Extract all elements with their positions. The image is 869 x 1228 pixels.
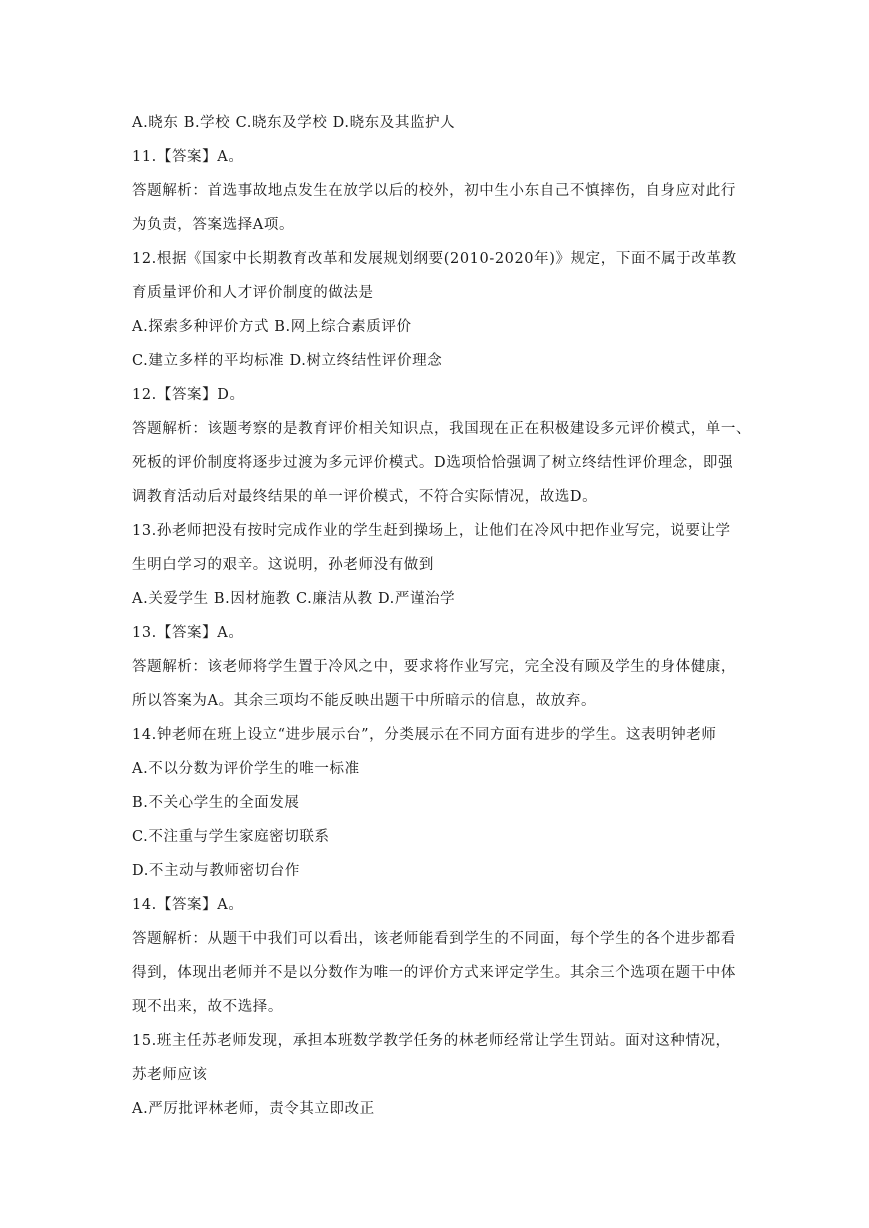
q14-answer: 14.【答案】A。 xyxy=(132,897,244,913)
q12-question-line-2: 育质量评价和人才评价制度的做法是 xyxy=(132,285,374,301)
q14-explanation-line-1: 答题解析：从题干中我们可以看出，该老师能看到学生的不同面，每个学生的各个进步都看 xyxy=(132,931,736,947)
q13-question-line-1: 13.孙老师把没有按时完成作业的学生赶到操场上，让他们在冷风中把作业写完，说要让学 xyxy=(132,523,731,539)
q14-option-c: C.不注重与学生家庭密切联系 xyxy=(132,829,330,845)
q15-question-line-2: 苏老师应该 xyxy=(132,1067,208,1083)
q11-explanation-line-2: 为负责，答案选择A项。 xyxy=(132,217,295,233)
q12-answer: 12.【答案】D。 xyxy=(132,387,245,403)
q14-explanation-line-2: 得到，体现出老师并不是以分数作为唯一的评价方式来评定学生。其余三个选项在题干中体 xyxy=(132,965,736,981)
q11-answer: 11.【答案】A。 xyxy=(132,149,244,165)
q12-options-ab: A.探索多种评价方式 B.网上综合素质评价 xyxy=(132,319,412,335)
q12-explanation-line-2: 死板的评价制度将逐步过渡为多元评价模式。D选项恰恰强调了树立终结性评价理念，即强 xyxy=(132,455,734,471)
q12-options-cd: C.建立多样的平均标准 D.树立终结性评价理念 xyxy=(132,353,443,369)
q12-question-line-1: 12.根据《国家中长期教育改革和发展规划纲要(2010-2020年)》规定，下面不属于改革教 xyxy=(132,251,737,267)
q13-options: A.关爱学生 B.因材施教 C.廉洁从教 D.严谨治学 xyxy=(132,591,456,607)
q13-explanation-line-1: 答题解析：该老师将学生置于冷风之中，要求将作业写完，完全没有顾及学生的身体健康， xyxy=(132,659,736,675)
q14-explanation-line-3: 现不出来，故不选择。 xyxy=(132,999,283,1015)
q13-answer: 13.【答案】A。 xyxy=(132,625,244,641)
q14-option-b: B.不关心学生的全面发展 xyxy=(132,795,300,811)
q12-explanation-line-3: 调教育活动后对最终结果的单一评价模式，不符合实际情况，故选D。 xyxy=(132,489,598,505)
q13-question-line-2: 生明白学习的艰辛。这说明，孙老师没有做到 xyxy=(132,557,434,573)
q14-option-a: A.不以分数为评价学生的唯一标准 xyxy=(132,761,360,777)
q14-question: 14.钟老师在班上设立“进步展示台”，分类展示在不同方面有进步的学生。这表明钟老师 xyxy=(132,727,717,743)
q13-explanation-line-2: 所以答案为A。其余三项均不能反映出题干中所暗示的信息，故放弃。 xyxy=(132,693,597,709)
q11-explanation-line-1: 答题解析：首选事故地点发生在放学以后的校外，初中生小东自己不慎摔伤，自身应对此行 xyxy=(132,183,736,199)
q15-question-line-1: 15.班主任苏老师发现，承担本班数学教学任务的林老师经常让学生罚站。面对这种情况， xyxy=(132,1033,731,1049)
q12-explanation-line-1: 答题解析：该题考察的是教育评价相关知识点，我国现在正在积极建设多元评价模式，单一、 xyxy=(132,421,752,437)
q15-option-a: A.严厉批评林老师，责令其立即改正 xyxy=(132,1101,375,1117)
q14-option-d: D.不主动与教师密切台作 xyxy=(132,863,300,879)
q10-options: A.晓东 B.学校 C.晓东及学校 D.晓东及其监护人 xyxy=(132,115,456,131)
